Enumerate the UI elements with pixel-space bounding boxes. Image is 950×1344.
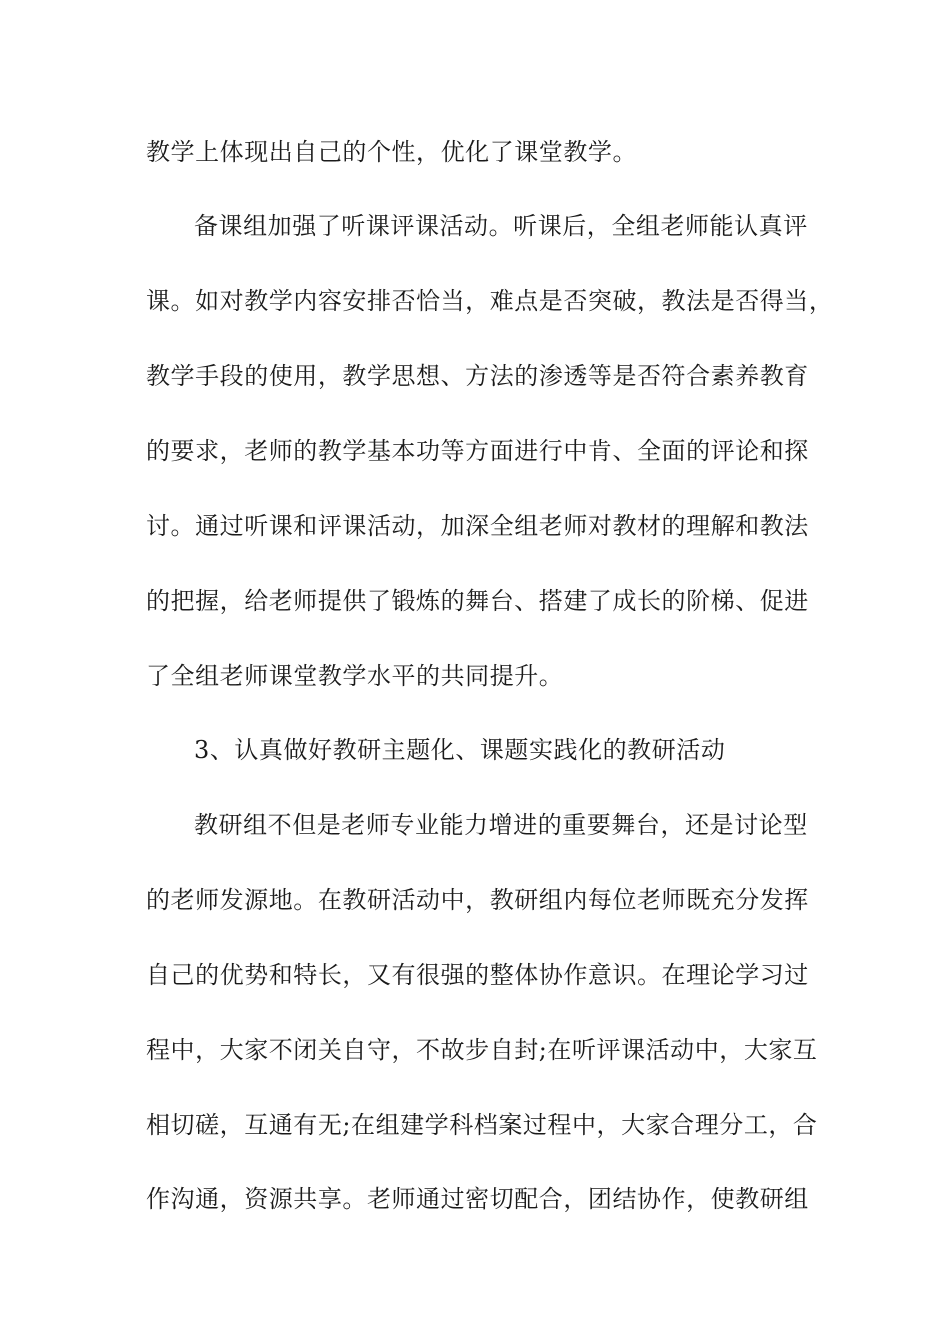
paragraph-line: 讨。通过听课和评课活动，加深全组老师对教材的理解和教法 [146,512,809,540]
section-heading: 3、认真做好教研主题化、课题实践化的教研活动 [194,736,726,764]
paragraph-line: 教学上体现出自己的个性，优化了课堂教学。 [146,138,637,166]
paragraph-line: 相切磋，互通有无;在组建学科档案过程中，大家合理分工，合 [146,1111,818,1139]
paragraph-line: 的老师发源地。在教研活动中，教研组内每位老师既充分发挥 [146,886,809,914]
paragraph-line: 课。如对教学内容安排否恰当，难点是否突破，教法是否得当， [146,287,834,315]
paragraph-line: 教研组不但是老师专业能力增进的重要舞台，还是讨论型 [194,811,808,839]
paragraph-line: 的把握，给老师提供了锻炼的舞台、搭建了成长的阶梯、促进 [146,587,809,615]
paragraph-line: 的要求，老师的教学基本功等方面进行中肯、全面的评论和探 [146,437,809,465]
paragraph-line: 自己的优势和特长，又有很强的整体协作意识。在理论学习过 [146,961,809,989]
paragraph-line: 了全组老师课堂教学水平的共同提升。 [146,662,564,690]
paragraph-line: 教学手段的使用，教学思想、方法的渗透等是否符合素养教育 [146,362,809,390]
paragraph-line: 备课组加强了听课评课活动。听课后，全组老师能认真评 [194,212,808,240]
paragraph-line: 程中，大家不闭关自守，不故步自封;在听评课活动中，大家互 [146,1036,818,1064]
paragraph-line: 作沟通，资源共享。老师通过密切配合，团结协作，使教研组 [146,1185,809,1213]
